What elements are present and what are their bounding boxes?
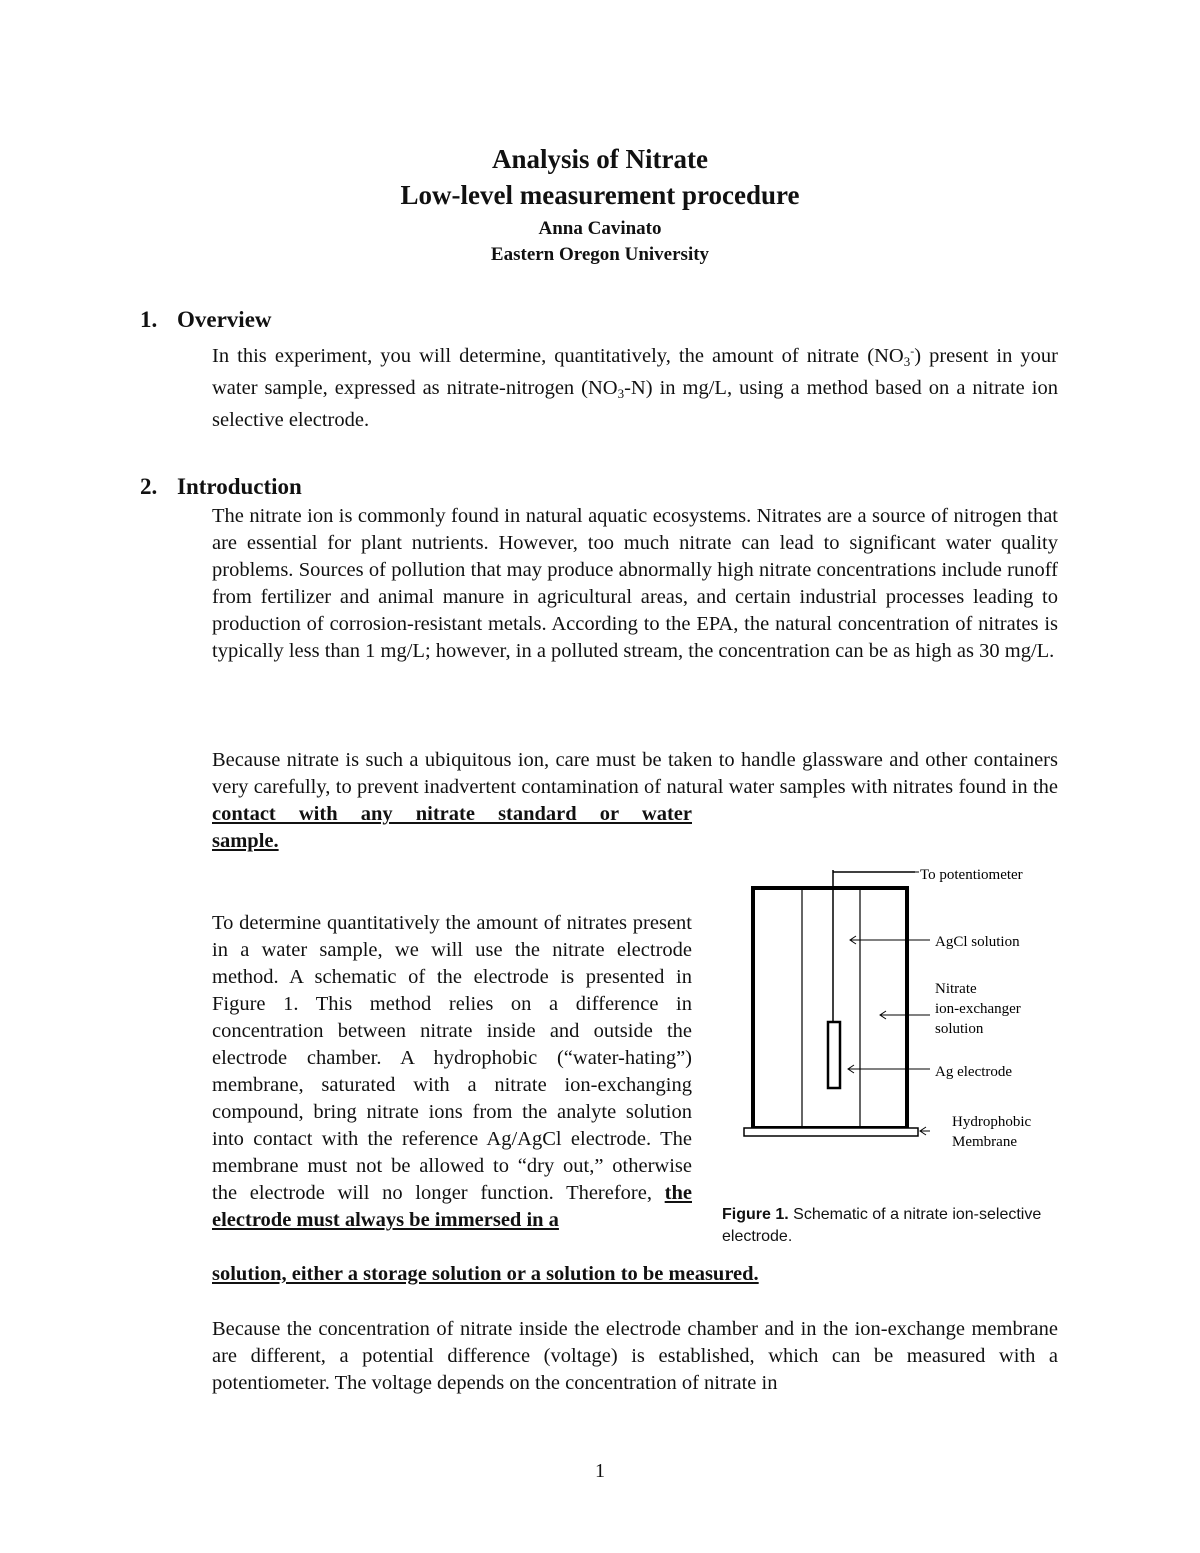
label-membrane-2: Membrane xyxy=(952,1134,1017,1150)
label-ag: Ag electrode xyxy=(935,1064,1013,1080)
label-membrane-1: Hydrophobic xyxy=(952,1114,1032,1130)
ag-electrode xyxy=(828,1022,840,1088)
section-heading-overview xyxy=(140,307,272,333)
overview-paragraph: In this experiment, you will determine, quantitatively, the amount of nitrate $(NO_3^-)$ present in your water sample, expressed as nitrate-nitrogen $(NO_3-N)$ in mg/L, using a method based on a nitrate ion selective electrode. xyxy=(212,344,1059,431)
document-title: Analysis of Nitrate xyxy=(492,144,708,174)
intro-paragraph-3: To determine quantitatively the amount of nitrates present in a water sample, we will use the nitrate electrode method. A schematic of the electrode is presented in Figure 1. This method relies on a difference in concentration between nitrate inside and outside the electrode chamber. A hydrophobic (“water-hating”) membrane, saturated with a nitrate ion-exchanging compound, bring nitrate ions from the analyte solution into contact with the reference Ag/AgCl electrode. The membrane must not be allowed to “dry out,” otherwise the electrode will no longer function. Therefore, the electrode must always be immersed in a xyxy=(212,912,692,1231)
intro-paragraph-2: Because nitrate is such a ubiquitous ion, care must be taken to handle glassware and other containers very carefully, to prevent inadvertent contamination of natural water samples with nitrates found in the xyxy=(212,749,1058,798)
intro-paragraph-2-tail: sample. xyxy=(212,830,279,852)
section-number: 2. xyxy=(140,474,158,499)
intro-paragraph-2-continued: contact with any nitrate standard or water xyxy=(212,803,692,825)
caption-label: Figure 1. xyxy=(722,1206,789,1223)
section-number: 1. xyxy=(140,307,158,332)
label-agcl: AgCl solution xyxy=(935,934,1020,950)
author-name: Anna Cavinato xyxy=(538,218,662,239)
intro-paragraph-1: The nitrate ion is commonly found in natural aquatic ecosystems. Nitrates are a source of nitrogen that are essential for plant nutrients. However, too much nitrate can lead to significant water quality problems. Sources of pollution that may produce abnormally high nitrate concentrations include runoff from fertilizer and animal manure in agricultural areas, and certain industrial processes leading to production of corrosion-resistant metals. According to the EPA, the natural concentration of nitrates is typically less than 1 mg/L; however, in a polluted stream, the concentration can be as high as 30 mg/L. xyxy=(212,505,1058,662)
label-nitrate-1: Nitrate xyxy=(935,981,977,997)
intro-paragraph-3-bold-tail: solution, either a storage solution or a solution to be measured. xyxy=(212,1263,759,1285)
label-potentiometer: To potentiometer xyxy=(920,867,1023,883)
section-heading-introduction xyxy=(140,474,302,500)
document-subtitle: Low-level measurement procedure xyxy=(400,180,800,210)
hydrophobic-membrane xyxy=(744,1128,918,1136)
page-number: 1 xyxy=(595,1460,605,1482)
section-title: Overview xyxy=(177,307,272,332)
label-nitrate-3: solution xyxy=(935,1021,984,1037)
figure-caption xyxy=(722,1204,1042,1248)
label-nitrate-2: ion-exchanger xyxy=(935,1001,1021,1017)
electrode-chamber xyxy=(753,888,907,1128)
section-title: Introduction xyxy=(177,474,302,499)
electrode-schematic xyxy=(730,860,1070,1150)
intro-paragraph-4: Because the concentration of nitrate inside the electrode chamber and in the ion-exchange membrane are different, a potential difference (voltage) is established, which can be measured with a potentiometer. The voltage depends on the concentration of nitrate in xyxy=(212,1318,1058,1394)
institution-name: Eastern Oregon University xyxy=(490,244,710,265)
caption-text: Schematic of a nitrate ion-selective electrode. xyxy=(722,1206,1042,1245)
